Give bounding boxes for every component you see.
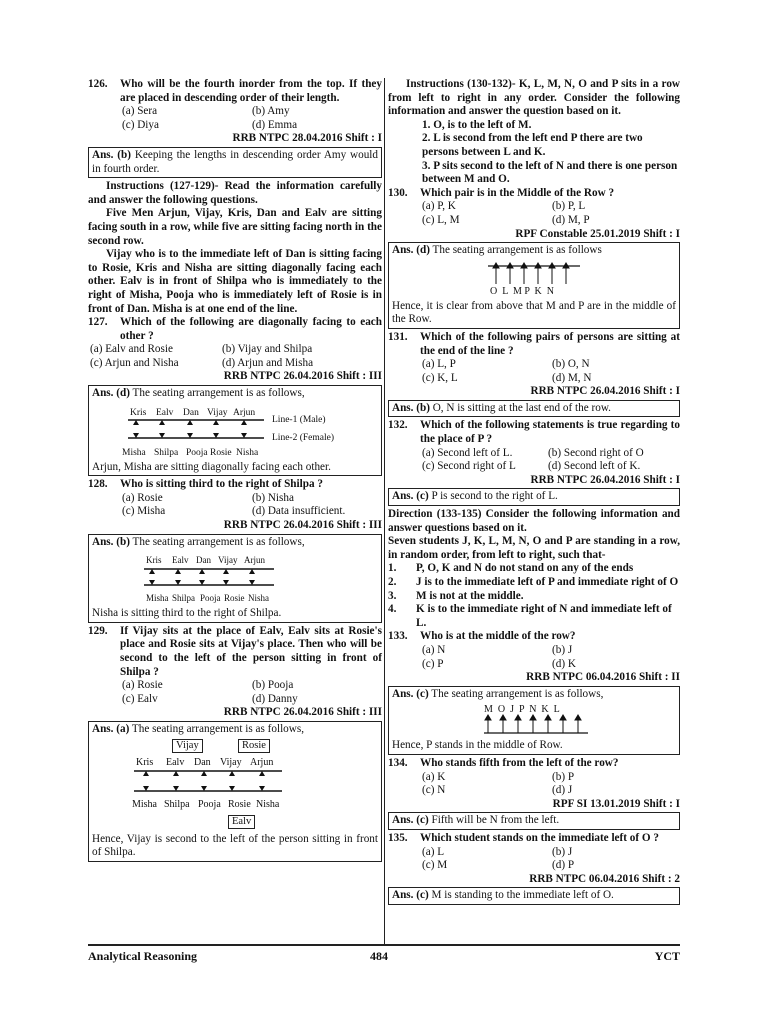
option-d: (d) J (552, 784, 573, 797)
options (122, 679, 382, 706)
option-b: (b) J (552, 845, 573, 858)
page-footer (88, 949, 680, 964)
option-c: (c) N (422, 784, 446, 797)
bottom-name: Shilpa (154, 447, 179, 458)
item-text: P, O, K and N do not stand on any of the ends (416, 562, 634, 575)
option-d: (d) K (552, 657, 576, 670)
row-diagram-svg (392, 703, 676, 737)
option-d: (d) Second left of K. (548, 460, 641, 473)
question-text: Which of the following statements is true regarding to the place of P ? (420, 419, 680, 446)
option-c: (c) M (422, 859, 448, 872)
option-a: (a) Sera (122, 105, 158, 118)
question-number: 135. (388, 831, 408, 844)
question-132 (388, 419, 680, 506)
options (422, 644, 680, 671)
top-name: Arjun (244, 555, 265, 566)
options (90, 343, 382, 370)
exam-source: RRB NTPC 26.04.2016 Shift : I (530, 385, 680, 398)
option-a: (a) L (422, 845, 445, 858)
top-name: Vijay (207, 407, 228, 418)
question-number: 129. (88, 624, 108, 637)
answer-label: Ans. (d) (92, 387, 130, 400)
top-name: Arjun (233, 407, 256, 418)
row-diagram-svg (392, 260, 676, 298)
question-text: Who is sitting third to the right of Shilpa ? (120, 478, 323, 491)
instruction-heading: Instructions (130-132)- K, L, M, N, O and P sits in a row from left to right in any order. Consider the following information and answer the question based on it. (388, 78, 680, 118)
option-a: (a) P, K (422, 200, 456, 213)
question-number: 130. (388, 186, 408, 199)
top-name: Dan (196, 555, 211, 566)
question-text: Which of the following are diagonally facing to each other ? (120, 316, 382, 342)
condition-item (388, 562, 680, 576)
answer-box (88, 385, 382, 476)
question-text: Who is at the middle of the row? (420, 630, 576, 643)
option-b: (b) P, L (552, 200, 586, 213)
condition-3: 3. P sits second to the left of N and there is one person between M and O. (422, 159, 678, 186)
question-number: 131. (388, 330, 408, 343)
question-131 (388, 331, 680, 418)
answer-label: Ans. (d) (392, 244, 430, 257)
answer-label: Ans. (b) (392, 401, 430, 414)
answer-label: Ans. (b) (92, 535, 130, 548)
top-name: Ealv (156, 407, 174, 418)
instructions-127-129 (88, 180, 382, 316)
footer-section-title: Analytical Reasoning (88, 949, 198, 963)
option-b: (b) Amy (252, 105, 290, 118)
option-a: (a) L, P (422, 358, 456, 371)
question-number: 132. (388, 419, 408, 432)
item-number: 2. (388, 576, 397, 588)
exam-source: RRB NTPC 26.04.2016 Shift : III (223, 370, 382, 383)
answer-conclusion: Hence, Vijay is second to the left of the person sitting in front of Shilpa. (92, 832, 378, 859)
question-128 (88, 478, 382, 623)
page-number: 484 (370, 949, 388, 963)
options (422, 846, 680, 873)
answer-box (388, 242, 680, 329)
item-number: 1. (388, 562, 397, 575)
bottom-name: Nisha (256, 798, 280, 810)
option-c: (c) Second right of L (422, 460, 516, 473)
bottom-name: Misha (122, 447, 146, 458)
question-134 (388, 757, 680, 830)
options (422, 358, 680, 385)
answer-conclusion: Arjun, Misha are sitting diagonally facing each other. (92, 460, 331, 473)
options (422, 200, 680, 227)
exam-source: RPF Constable 25.01.2019 Shift : I (515, 227, 680, 240)
answer-label: Ans. (c) (392, 814, 429, 827)
top-name: Dan (183, 407, 199, 418)
boxed-name: Rosie (238, 739, 270, 753)
item-text: M is not at the middle. (416, 589, 524, 602)
answer-text: M is standing to the immediate left of O. (428, 889, 614, 902)
top-name: Dan (194, 756, 211, 768)
seating-diagram-svg (92, 551, 380, 605)
question-text: Which student stands on the immediate left of O ? (420, 831, 659, 844)
option-d: (d) Arjun and Misha (222, 356, 314, 369)
exam-source: RRB NTPC 06.04.2016 Shift : 2 (529, 872, 680, 885)
item-number: 4. (388, 603, 397, 616)
answer-text: O, N is sitting at the last end of the row. (429, 401, 611, 414)
option-c: (c) Diya (122, 118, 159, 131)
exam-source: RRB NTPC 26.04.2016 Shift : III (223, 519, 382, 532)
question-129 (88, 625, 382, 862)
answer-box (388, 400, 680, 418)
publisher-mark: YCT (654, 949, 680, 963)
answer-box (88, 147, 382, 178)
question-127 (88, 316, 382, 476)
question-text: Who will be the fourth inorder from the top. If they are placed in descending order of their length. (120, 78, 382, 104)
option-a: (a) N (422, 643, 446, 656)
bottom-name: Nisha (236, 447, 259, 458)
footer-rule (88, 944, 680, 946)
option-d: (d) Danny (252, 692, 298, 705)
boxed-name: Ealv (228, 815, 255, 829)
answer-conclusion: Nisha is sitting third to the right of Shilpa. (92, 607, 282, 620)
left-column (88, 78, 382, 864)
right-column (388, 78, 680, 907)
top-name: Vijay (220, 756, 242, 768)
option-c: (c) L, M (422, 213, 460, 226)
answer-conclusion: Hence, P stands in the middle of Row. (392, 739, 563, 752)
options (422, 447, 680, 474)
option-c: (c) Arjun and Nisha (90, 356, 179, 369)
row-letters: O L M P K N (490, 285, 554, 297)
answer-box (388, 812, 680, 830)
option-d: (d) Data insufficient. (252, 505, 346, 518)
question-text: Who stands fifth from the left of the row? (420, 756, 619, 769)
condition-item (388, 603, 680, 630)
seating-diagram-svg (92, 403, 380, 459)
seating-diagram (92, 551, 378, 605)
answer-label: Ans. (a) (92, 722, 130, 735)
line-2-label: Line-2 (Female) (272, 432, 334, 443)
bottom-name: Nisha (248, 593, 269, 604)
row-diagram (392, 703, 676, 737)
option-c: (c) Ealv (122, 692, 158, 705)
options (122, 492, 382, 519)
option-a: (a) Ealv and Rosie (90, 343, 173, 356)
top-name: Ealv (166, 756, 185, 768)
question-number: 126. (88, 78, 108, 90)
options (422, 771, 680, 798)
condition-item (388, 590, 680, 604)
bottom-name: Misha (132, 798, 157, 810)
question-number: 127. (88, 316, 108, 329)
condition-item (388, 576, 680, 590)
condition-2: 2. L is second from the left end P there are two persons between L and K. (422, 132, 643, 158)
answer-text: Fifth will be N from the left. (428, 814, 560, 827)
question-text: If Vijay sits at the place of Ealv, Ealv sits at Rosie's place and Rosie sits at Vijay's place. Then who will be second to the left of the person sitting in front of Shilpa ? (120, 624, 382, 678)
seating-diagram-svg (92, 753, 380, 823)
option-b: (b) Pooja (252, 679, 294, 692)
answer-label: Ans. (c) (392, 889, 429, 902)
question-number: 133. (388, 630, 408, 643)
direction-133-135 (388, 508, 680, 630)
top-name: Ealv (172, 555, 189, 566)
answer-box (388, 686, 680, 755)
answer-box (388, 887, 680, 905)
bottom-name: Rosie (228, 798, 251, 810)
instruction-para-2: Vijay who is to the immediate left of Dan is sitting facing to Rosie, Kris and Nisha are sitting diagonally facing each other. Ealv is in front of Shilpa who is immediately to the right of Misha, Pooja who is immediately left of Rosie is in front of Dan. Misha is at one end of the line. (88, 248, 382, 315)
bottom-name: Pooja (200, 593, 221, 604)
exam-source: RRB NTPC 06.04.2016 Shift : II (526, 671, 680, 684)
option-d: (d) M, P (552, 213, 590, 226)
option-b: (b) Second right of O (548, 446, 644, 459)
option-c: (c) Misha (122, 505, 166, 518)
item-text: K is to the immediate right of N and immediate left of L. (416, 603, 672, 629)
answer-text: The seating arrangement is as follows, (129, 535, 305, 548)
question-135 (388, 832, 680, 905)
answer-label: Ans. (b) (92, 148, 131, 161)
option-a: (a) Rosie (122, 679, 163, 692)
seating-diagram (92, 403, 378, 459)
option-a: (a) K (422, 770, 446, 783)
top-name: Arjun (250, 756, 274, 768)
top-name: Kris (130, 407, 147, 418)
option-c: (c) P (422, 657, 444, 670)
option-b: (b) O, N (552, 358, 590, 371)
question-number: 134. (388, 756, 408, 769)
answer-text: The seating arrangement is as follows, (428, 687, 604, 700)
question-130 (388, 187, 680, 329)
exam-source: RPF SI 13.01.2019 Shift : I (552, 797, 680, 810)
option-a: (a) Second left of L. (422, 446, 513, 459)
option-d: (d) Emma (252, 118, 298, 131)
option-a: (a) Rosie (122, 491, 163, 504)
condition-1: 1. O, is to the left of M. (422, 118, 532, 131)
exam-source: RRB NTPC 26.04.2016 Shift : I (530, 473, 680, 486)
exam-source: RRB NTPC 26.04.2016 Shift : III (223, 706, 382, 719)
answer-text: P is second to the right of L. (428, 490, 558, 503)
question-126 (88, 78, 382, 178)
answer-box (88, 534, 382, 623)
answer-text: The seating arrangement is as follows, (129, 722, 305, 735)
option-c: (c) K, L (422, 371, 458, 384)
direction-para: Seven students J, K, L, M, N, O and P are standing in a row, in random order, from left to right, such that- (388, 535, 680, 561)
top-name: Vijay (218, 555, 238, 566)
question-133 (388, 630, 680, 755)
answer-label: Ans. (c) (392, 490, 429, 503)
instructions-130-132 (388, 78, 680, 187)
bottom-name: Pooja (198, 798, 221, 810)
answer-text: Keeping the lengths in descending order Amy would in fourth order. (92, 148, 379, 175)
direction-heading: Direction (133-135) Consider the following information and answer questions based on it. (388, 508, 680, 534)
exam-source: RRB NTPC 28.04.2016 Shift : I (232, 132, 382, 145)
question-number: 128. (88, 478, 108, 491)
option-b: (b) P (552, 770, 575, 783)
line-1-label: Line-1 (Male) (272, 414, 326, 425)
answer-text: The seating arrangement is as follows, (129, 387, 305, 400)
answer-label: Ans. (c) (392, 687, 429, 700)
question-text: Which of the following pairs of persons are sitting at the end of the line ? (420, 330, 680, 357)
bottom-name: Shilpa (172, 593, 196, 604)
bottom-name: Rosie (224, 593, 245, 604)
top-name: Kris (136, 756, 154, 768)
answer-conclusion: Hence, it is clear from above that M and P are in the middle of the Row. (392, 299, 676, 326)
column-divider (384, 78, 385, 944)
seating-diagram (92, 739, 378, 831)
item-text: J is to the immediate left of P and immediate right of O (416, 576, 679, 588)
answer-box (388, 488, 680, 506)
question-text: Which pair is in the Middle of the Row ? (420, 186, 615, 199)
instruction-para-1: Five Men Arjun, Vijay, Kris, Dan and Ealv are sitting facing south in a row, while five are sitting facing north in the second row. (88, 207, 382, 247)
option-b: (b) J (552, 643, 573, 656)
item-number: 3. (388, 589, 397, 602)
answer-box (88, 721, 382, 862)
row-diagram (392, 260, 676, 298)
boxed-name: Vijay (172, 739, 203, 753)
instruction-heading: Instructions (127-129)- Read the information carefully and answer the following questions. (88, 180, 382, 206)
option-b: (b) Vijay and Shilpa (222, 343, 313, 356)
bottom-name: Shilpa (164, 798, 190, 810)
top-name: Kris (146, 555, 162, 566)
option-d: (d) P (552, 859, 575, 872)
answer-text: The seating arrangement is as follows (429, 244, 602, 257)
option-d: (d) M, N (552, 371, 592, 384)
option-b: (b) Nisha (252, 491, 294, 504)
row-letters: M O J P N K L (484, 704, 560, 716)
bottom-name: Pooja (186, 447, 208, 458)
bottom-name: Rosie (210, 447, 232, 458)
options (122, 105, 382, 132)
bottom-name: Misha (146, 593, 169, 604)
